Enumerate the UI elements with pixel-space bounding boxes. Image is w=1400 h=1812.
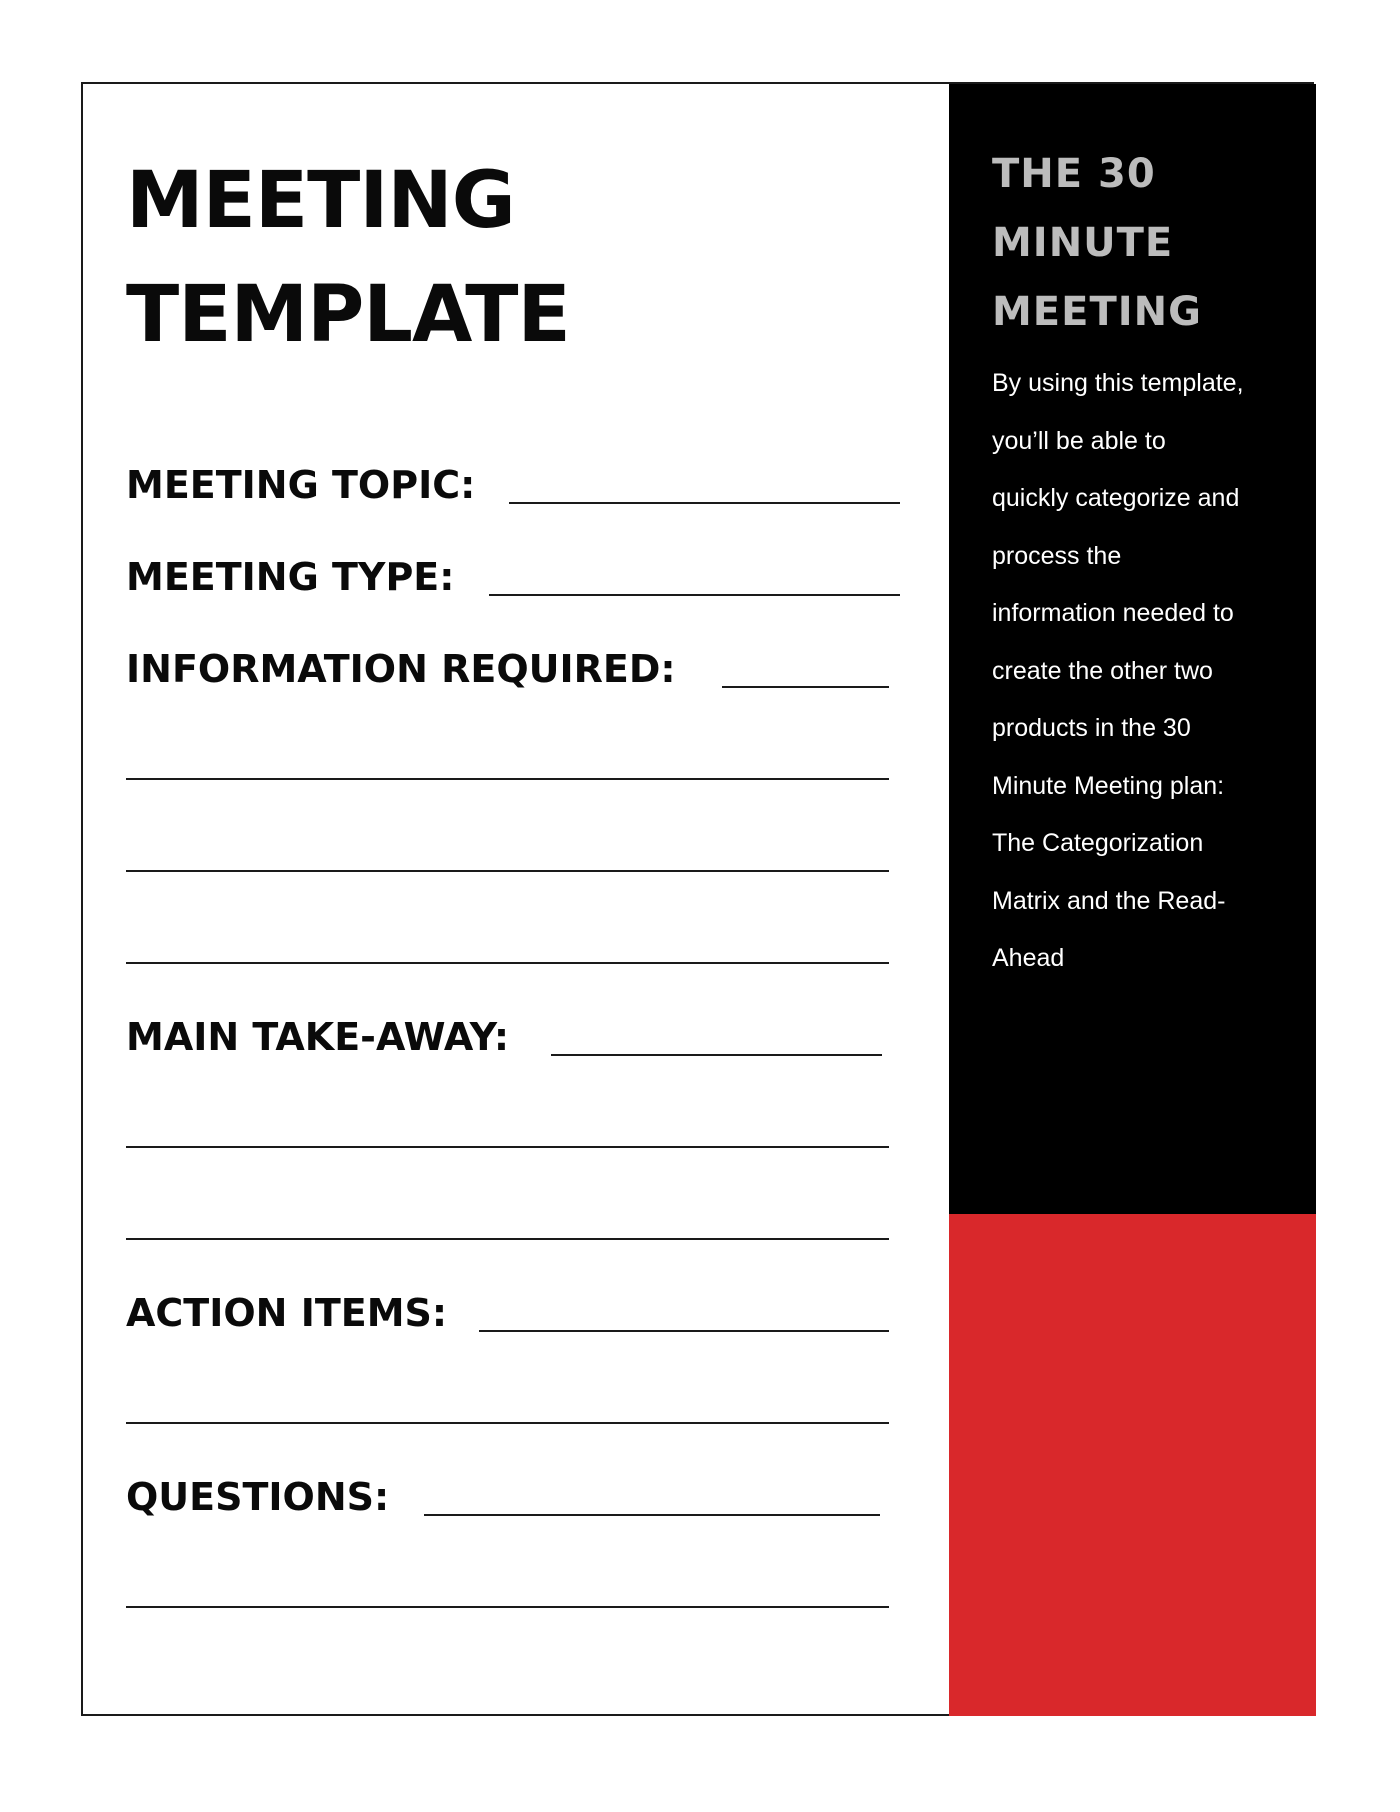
sidebar-text-line: Ahead <box>992 944 1065 972</box>
action-items-line[interactable] <box>479 1330 889 1332</box>
sidebar-heading-line-3: MEETING <box>992 289 1202 335</box>
sidebar-text-line: quickly categorize and <box>992 484 1240 512</box>
sidebar-text-line: The Categorization <box>992 829 1204 857</box>
questions-line-2[interactable] <box>126 1606 889 1608</box>
meeting-type-label: MEETING TYPE: <box>126 555 455 599</box>
title-line-1: MEETING <box>126 156 515 246</box>
questions-line[interactable] <box>424 1514 880 1516</box>
sidebar-text-line: products in the 30 <box>992 714 1191 742</box>
main-takeaway-label: MAIN TAKE-AWAY: <box>126 1015 510 1059</box>
template-page <box>81 82 1314 1716</box>
meeting-type-line[interactable] <box>489 594 900 596</box>
sidebar-accent-block <box>949 1214 1316 1716</box>
sidebar-text-line: Minute Meeting plan: <box>992 771 1225 800</box>
meeting-topic-label: MEETING TOPIC: <box>126 463 476 507</box>
sidebar-text-line: information needed to <box>992 599 1234 627</box>
sidebar-text-line: By using this template, <box>992 369 1244 397</box>
sidebar-heading <box>992 140 1202 347</box>
sidebar-heading-line-1: THE 30 <box>992 151 1156 197</box>
sidebar-text-line: you’ll be able to <box>992 426 1166 455</box>
sidebar-text-line: Matrix and the Read- <box>992 886 1226 915</box>
page-title <box>126 144 570 372</box>
title-line-2: TEMPLATE <box>126 270 570 360</box>
main-takeaway-line-3[interactable] <box>126 1238 889 1240</box>
sidebar-text-line: create the other two <box>992 656 1213 685</box>
action-items-line-2[interactable] <box>126 1422 889 1424</box>
sidebar-description <box>992 355 1292 988</box>
sidebar-text-line: process the <box>992 541 1122 570</box>
meeting-topic-line[interactable] <box>509 502 900 504</box>
questions-label: QUESTIONS: <box>126 1475 390 1519</box>
action-items-label: ACTION ITEMS: <box>126 1291 448 1335</box>
information-required-line[interactable] <box>722 686 889 688</box>
information-required-line-2[interactable] <box>126 778 889 780</box>
information-required-label: INFORMATION REQUIRED: <box>126 647 676 691</box>
information-required-line-4[interactable] <box>126 962 889 964</box>
main-takeaway-line-2[interactable] <box>126 1146 889 1148</box>
information-required-line-3[interactable] <box>126 870 889 872</box>
main-takeaway-line[interactable] <box>551 1054 882 1056</box>
sidebar-heading-line-2: MINUTE <box>992 220 1174 266</box>
